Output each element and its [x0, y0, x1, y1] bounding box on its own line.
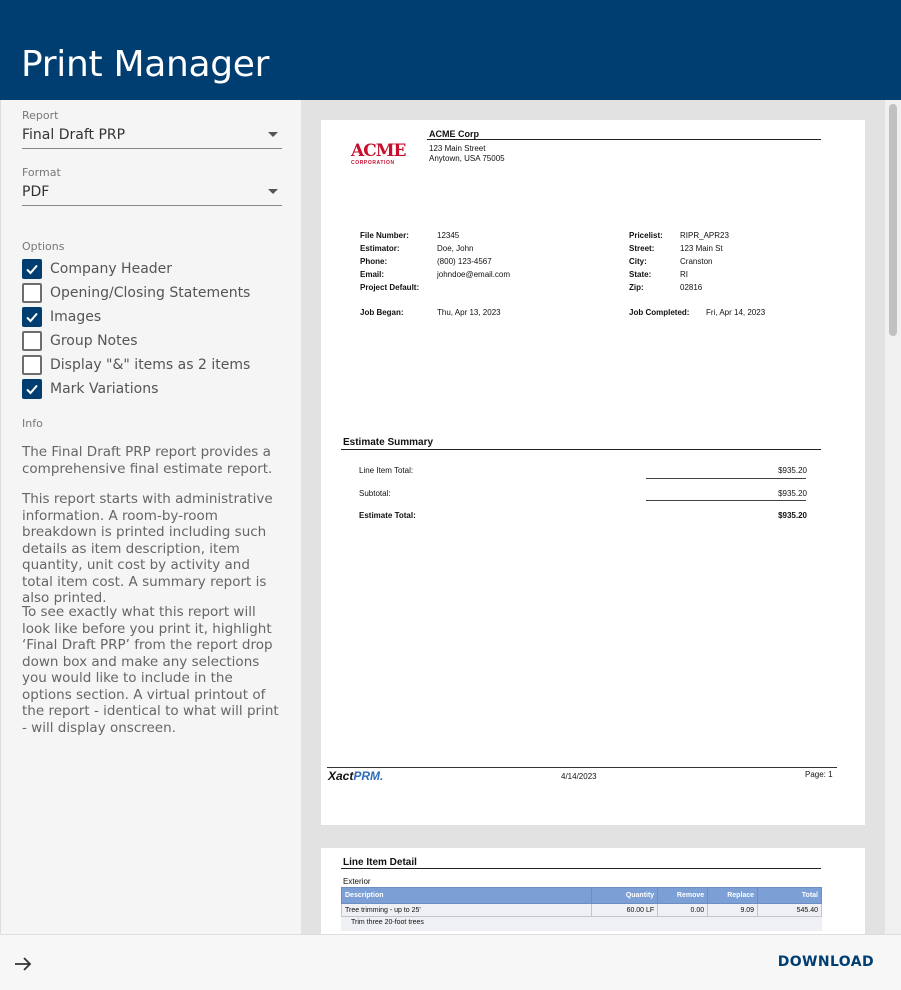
table-cell: 60.00 LF [592, 904, 658, 917]
report-value: Final Draft PRP [22, 127, 126, 143]
info-paragraph: To see exactly what this report will look like before you print it, highlight ‘Final Draft PRP’ from the report drop down box and make any selections you would like to include in the options section. A virtual printout of the report - identical to what will print - will display onscreen. [22, 604, 279, 736]
column-header: Replace [708, 888, 758, 904]
option-label: Mark Variations [50, 381, 159, 397]
page-number: Page: 1 [805, 770, 833, 779]
table-cell: Tree trimming - up to 25' [342, 904, 592, 917]
divider [341, 868, 821, 869]
table-cell: 0.00 [658, 904, 708, 917]
preview-page-2 [321, 848, 865, 934]
preview-page-1 [321, 120, 865, 825]
summary-label: Estimate Total: [359, 511, 416, 520]
option-opening-closing[interactable] [22, 283, 250, 303]
option-display-ampersand[interactable] [22, 355, 250, 375]
logo-text: Xact [328, 769, 354, 783]
divider [327, 767, 837, 768]
app-header [0, 0, 901, 100]
summary-value: $935.20 [778, 466, 807, 475]
field-value: Fri, Apr 14, 2023 [706, 308, 766, 317]
table-cell: 9.09 [708, 904, 758, 917]
format-dropdown[interactable] [22, 182, 282, 206]
address-line: Anytown, USA 75005 [429, 153, 505, 163]
field-value: 02816 [680, 283, 703, 292]
download-button[interactable]: DOWNLOAD [777, 954, 874, 970]
summary-row [359, 466, 807, 475]
summary-value: $935.20 [778, 511, 807, 520]
field-value: 123 Main St [680, 244, 723, 253]
logo-text: PRM. [353, 769, 384, 783]
checkbox-icon[interactable] [22, 307, 42, 327]
dialog-footer [0, 934, 901, 990]
field-value: 12345 [437, 231, 460, 240]
field-key: Estimator: [360, 244, 400, 253]
field-key: Phone: [360, 257, 388, 266]
options-heading: Options [22, 240, 65, 253]
option-images[interactable] [22, 307, 101, 327]
field-key: Email: [360, 270, 385, 279]
logo-subtext: CORPORATION [351, 160, 395, 166]
summary-row [359, 511, 807, 520]
checkbox-icon[interactable] [22, 283, 42, 303]
column-header: Remove [658, 888, 708, 904]
field-key: City: [629, 257, 647, 266]
room-name: Exterior [343, 877, 371, 886]
report-select[interactable] [22, 109, 282, 149]
field-key: Zip: [629, 283, 644, 292]
field-value: Cranston [680, 257, 713, 266]
xactprm-logo [328, 769, 383, 783]
table-header-row [342, 888, 822, 904]
field-key: Pricelist: [629, 231, 663, 240]
summary-value: $935.20 [778, 489, 807, 498]
option-label: Display "&" items as 2 items [50, 357, 251, 373]
field-value: RI [680, 270, 688, 279]
caret-down-icon [268, 132, 278, 137]
divider [646, 478, 806, 479]
summary-label: Subtotal: [359, 489, 391, 498]
line-item-note: Trim three 20-foot trees [351, 919, 424, 926]
field-key: File Number: [360, 231, 409, 240]
info-paragraph: This report starts with administrative information. A room-by-room breakdown is printed including such details as item description, item quantity, unit cost by activity and total item cost. A summary report is also printed. [22, 491, 273, 606]
info-heading: Info [22, 417, 43, 430]
format-label: Format [22, 166, 61, 179]
field-value: (800) 123-4567 [437, 257, 492, 266]
estimate-summary-title: Estimate Summary [343, 437, 434, 448]
field-key: Job Completed: [629, 308, 690, 317]
table-row [342, 904, 822, 917]
field-key: Project Default: [360, 283, 420, 292]
format-select[interactable] [22, 166, 282, 206]
report-dropdown[interactable] [22, 125, 282, 149]
arrow-right-icon[interactable] [12, 953, 34, 975]
field-key: State: [629, 270, 652, 279]
line-item-table [341, 887, 822, 917]
format-value: PDF [22, 184, 50, 200]
company-name: ACME Corp [429, 129, 479, 139]
option-label: Company Header [50, 261, 173, 277]
field-key: Job Began: [360, 308, 404, 317]
option-label: Images [50, 309, 102, 325]
option-label: Group Notes [50, 333, 138, 349]
caret-down-icon [268, 189, 278, 194]
field-value: Doe, John [437, 244, 474, 253]
column-header: Total [758, 888, 822, 904]
company-logo [351, 141, 406, 166]
option-group-notes[interactable] [22, 331, 138, 351]
settings-sidebar [0, 100, 301, 934]
report-preview[interactable] [301, 100, 885, 934]
scrollbar-thumb[interactable] [889, 104, 897, 336]
field-value: johndoe@email.com [437, 270, 511, 279]
summary-label: Line Item Total: [359, 466, 414, 475]
company-address [429, 144, 505, 163]
field-value: RIPR_APR23 [680, 231, 729, 240]
column-header: Description [342, 888, 592, 904]
logo-text: ACME [351, 141, 406, 161]
checkbox-icon[interactable] [22, 355, 42, 375]
divider [646, 500, 806, 501]
option-label: Opening/Closing Statements [50, 285, 251, 301]
report-label: Report [22, 109, 59, 122]
summary-row [359, 489, 807, 498]
option-mark-variations[interactable] [22, 379, 158, 399]
column-header: Quantity [592, 888, 658, 904]
print-date: 4/14/2023 [561, 772, 597, 781]
option-company-header[interactable] [22, 259, 172, 279]
divider [341, 449, 821, 450]
preview-scrollbar[interactable] [885, 100, 901, 934]
checkbox-icon[interactable] [22, 331, 42, 351]
field-key: Street: [629, 244, 655, 253]
checkbox-icon[interactable] [22, 259, 42, 279]
line-item-detail-title: Line Item Detail [343, 857, 417, 868]
info-paragraph: The Final Draft PRP report provides a comprehensive final estimate report. [22, 444, 273, 477]
checkbox-icon[interactable] [22, 379, 42, 399]
field-value: Thu, Apr 13, 2023 [437, 308, 501, 317]
table-cell: 545.40 [758, 904, 822, 917]
page-title: Print Manager [21, 44, 270, 85]
divider [427, 139, 821, 140]
address-line: 123 Main Street [429, 144, 486, 153]
